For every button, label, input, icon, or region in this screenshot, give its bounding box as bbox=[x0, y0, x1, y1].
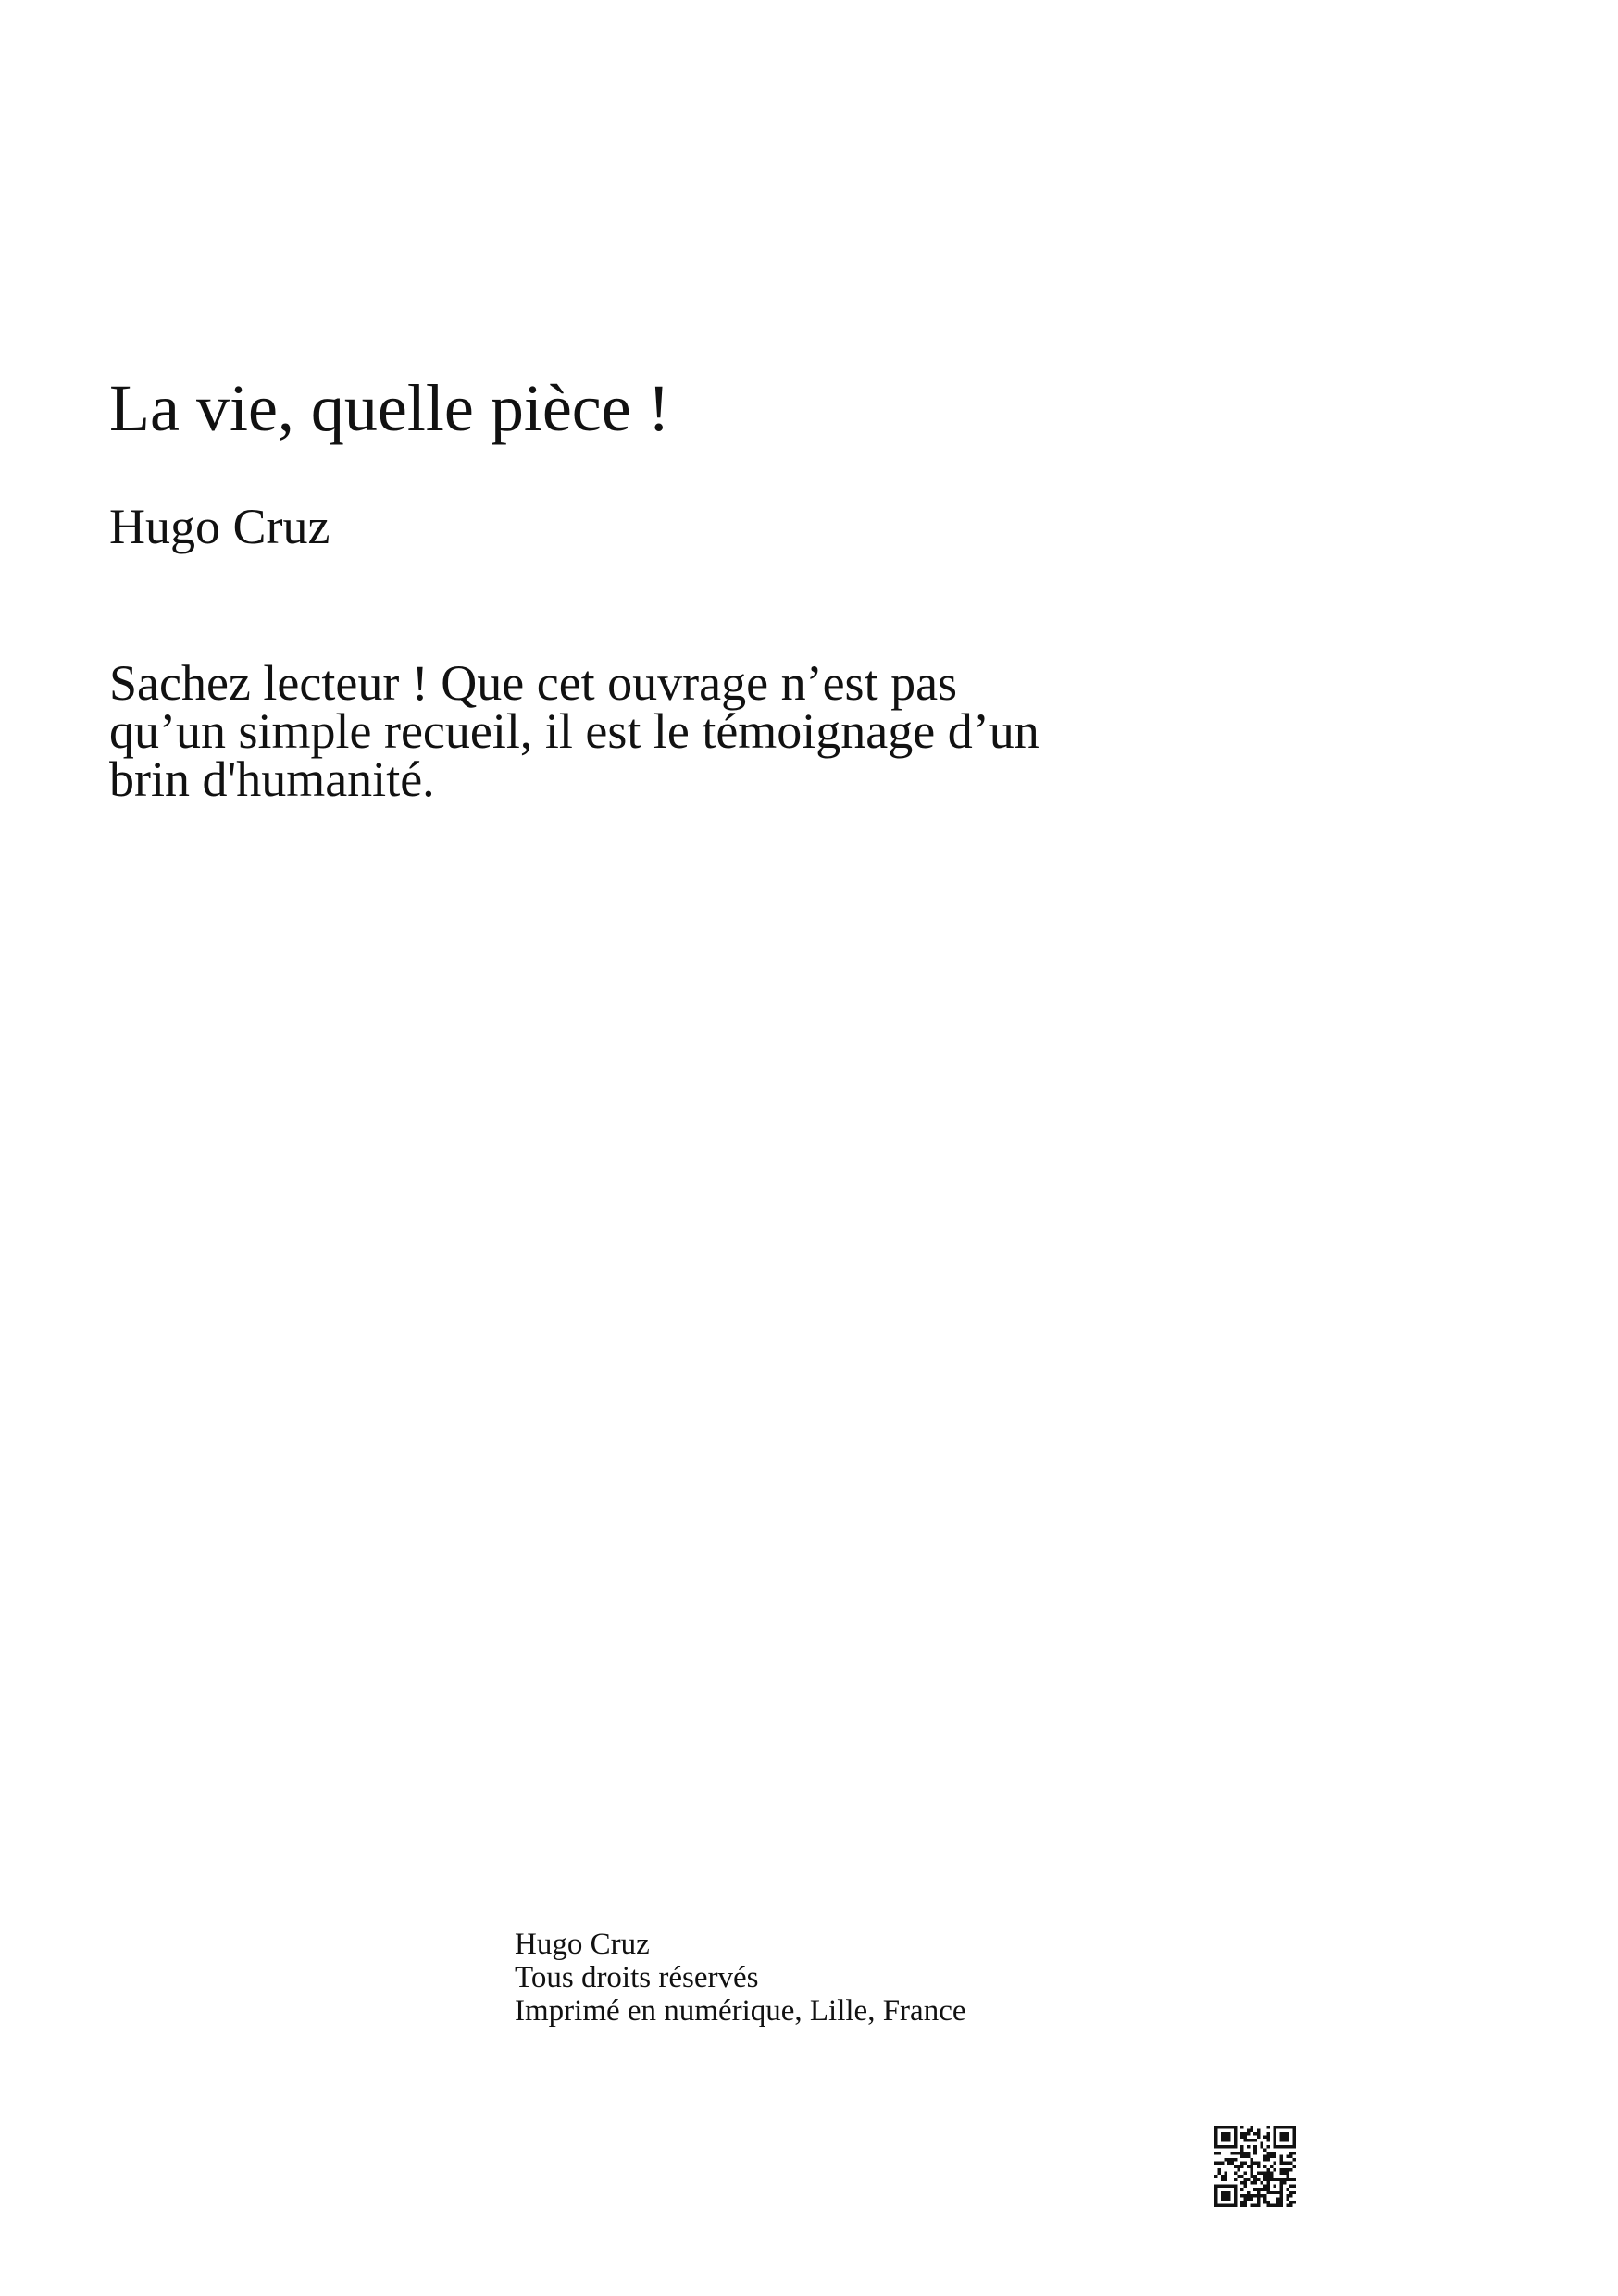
blurb-line: qu’un simple recueil, il est le témoignage d’un bbox=[109, 703, 1039, 759]
imprint-block bbox=[515, 1928, 966, 2028]
imprint-printing: Imprimé en numérique, Lille, France bbox=[515, 1994, 966, 2028]
imprint-author: Hugo Cruz bbox=[515, 1928, 650, 1961]
book-author: Hugo Cruz bbox=[109, 499, 330, 554]
blurb-line: brin d'humanité. bbox=[109, 751, 435, 807]
qr-code-icon bbox=[1214, 2126, 1296, 2207]
imprint-rights: Tous droits réservés bbox=[515, 1961, 759, 1994]
book-blurb bbox=[109, 655, 1276, 807]
book-title: La vie, quelle pièce ! bbox=[109, 371, 670, 445]
blurb-line: Sachez lecteur ! Que cet ouvrage n’est pas bbox=[109, 655, 958, 711]
